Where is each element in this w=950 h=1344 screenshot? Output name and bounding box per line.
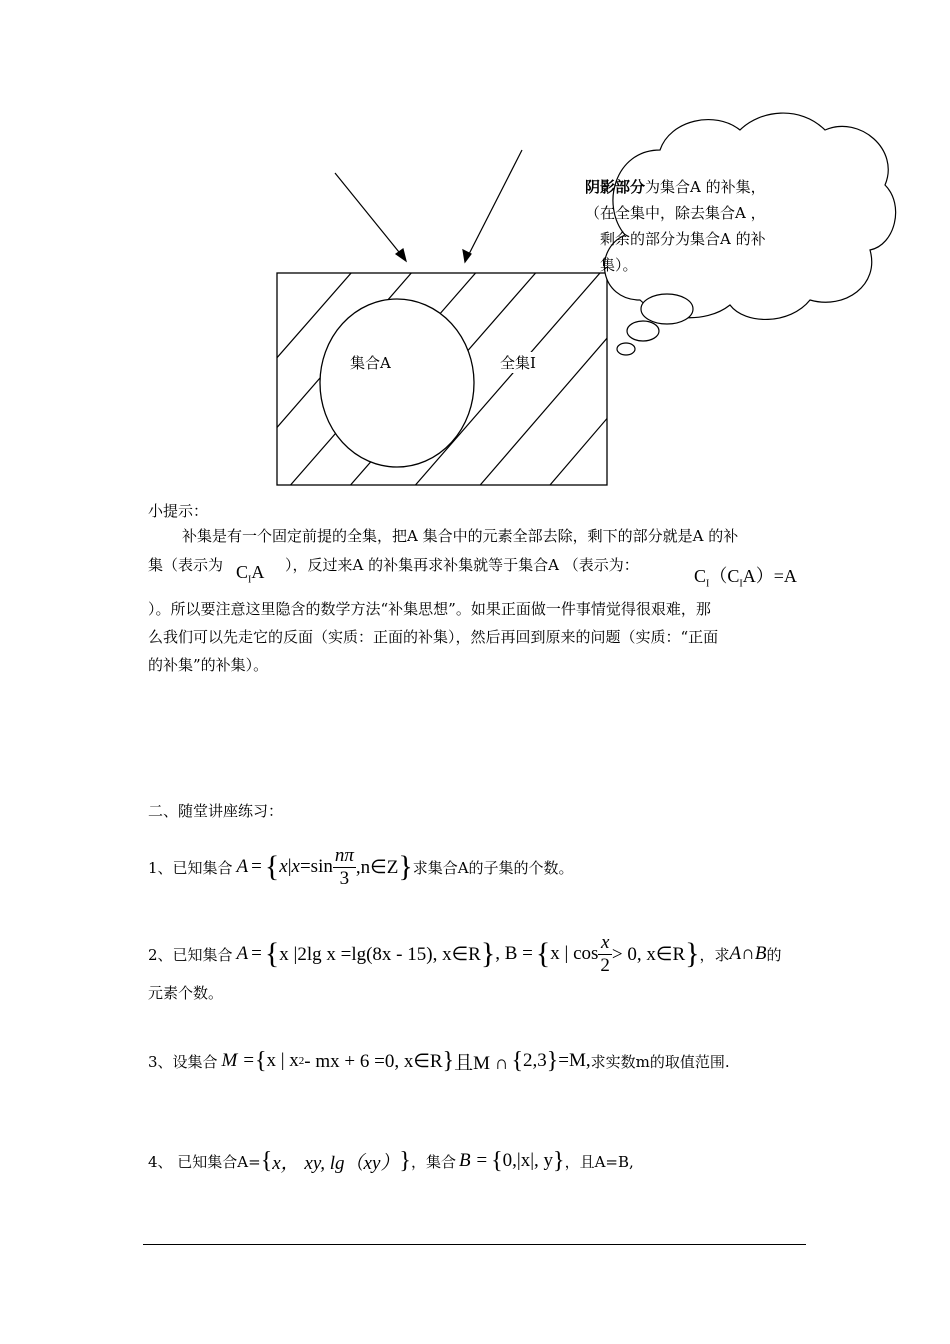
q1-prefix: 1、已知集合 (148, 858, 233, 877)
arrow-right (463, 150, 522, 262)
hint-line-5: 的补集”的补集）。 (148, 656, 269, 674)
cloud-line-1-text: 为集合A 的补集， (645, 178, 766, 196)
set-a-circle (320, 299, 474, 467)
q3-brace-1-right: } (442, 1047, 455, 1074)
q3-tail: =M, (558, 1050, 591, 1071)
q2-fraction (598, 932, 612, 977)
q1-tail: ,n∈Z (355, 856, 399, 878)
q2-suffix: 的 (766, 945, 782, 964)
q1-x2: x (291, 856, 300, 877)
q3-brace-1-left: { (254, 1047, 267, 1074)
q2-den: 2 (600, 954, 610, 976)
q1-var-a: A (236, 856, 249, 877)
notation-a: A (251, 562, 265, 582)
cloud-line-4: 集）。 (600, 256, 638, 274)
notation2-tail: A）=A (742, 566, 797, 586)
q3-set: 2,3 (523, 1050, 547, 1071)
venn-diagram (0, 0, 950, 500)
q1-bar: | (287, 856, 292, 877)
q3-suffix: 求实数m的取值范围. (590, 1052, 730, 1071)
q2-prefix: 2、已知集合 (148, 945, 233, 964)
q2-body-1: x |2lg x =lg(8x - 15), x∈R (279, 943, 481, 965)
bubble-mid (627, 321, 659, 341)
question-3 (148, 1044, 730, 1078)
question-2 (148, 930, 782, 978)
cloud-line-3: 剩余的部分为集合A 的补 (600, 230, 766, 248)
cloud-line-2: （在全集中，除去集合A ， (585, 204, 766, 222)
notation-sub: I (248, 574, 252, 586)
q2-b-eq: , B = (495, 943, 533, 964)
q3-inner-2: - mx + 6 =0, x∈R (304, 1050, 443, 1072)
q2-num: x (598, 932, 612, 955)
section-title: 二、随堂讲座练习： (148, 802, 284, 820)
bubble-small (617, 343, 635, 355)
q1-suffix: 求集合A的子集的个数。 (412, 858, 574, 877)
q1-sin: =sin (299, 856, 333, 877)
hatch-lines (240, 240, 640, 500)
notation2-c: C (694, 566, 707, 586)
hint-line-2b: ），反过来A 的补集再求补集就等于集合A （表示为： (285, 556, 639, 574)
q2-brace-1-right: } (480, 937, 496, 970)
shadow-part-label: 阴影部分 (585, 178, 646, 196)
q3-brace-2-right: } (546, 1047, 559, 1074)
q1-num: nπ (334, 844, 354, 866)
question-4 (148, 1144, 634, 1178)
q2-line-2: 元素个数。 (148, 984, 224, 1002)
q3-prefix: 3、设集合 (148, 1052, 218, 1071)
q1-x1: x (279, 856, 288, 877)
q2-var-a: A (236, 943, 249, 964)
q4-brace-1-right: } (399, 1147, 411, 1174)
q2-eq: = (251, 943, 262, 964)
universe-label: 全集I (500, 354, 536, 372)
q4-mid: ，集合 (410, 1152, 456, 1171)
bubble-large (641, 294, 693, 324)
notation-double-complement (694, 562, 797, 590)
q4-set-1: x， xy, lg（xy） (272, 1152, 400, 1174)
question-1 (148, 842, 574, 892)
q2-mid: ，求 (699, 945, 730, 964)
q4-prefix: 4、 已知集合A= (148, 1152, 261, 1171)
q4-brace-2-right: } (553, 1147, 565, 1174)
q1-brace-left: { (264, 850, 280, 883)
hint-line-3: ）。所以要注意这里隐含的数学方法“补集思想”。如果正面做一件事情觉得很艰难，那 (148, 600, 711, 618)
q1-den: 3 (339, 867, 350, 889)
notation2-mid: （C (709, 566, 740, 586)
notation2-sub2: I (739, 578, 743, 590)
q2-body-2b: > 0, x∈R (611, 943, 686, 965)
q4-brace-2-left: { (491, 1147, 503, 1174)
notation2-sub: I (706, 578, 710, 590)
q2-body-2a: x | cos (550, 943, 599, 964)
q4-set-2: 0,|x|, y (502, 1150, 554, 1171)
q3-brace-2-left: { (511, 1047, 523, 1074)
q4-suffix: ，且A=B, (564, 1152, 634, 1171)
footer-divider (143, 1244, 806, 1245)
q3-mid: 且M ∩ (454, 1052, 509, 1074)
q1-fraction (333, 845, 356, 890)
q2-brace-2-left: { (535, 937, 551, 970)
arrow-left (335, 173, 406, 261)
q3-sup: 2 (298, 1055, 305, 1067)
q2-brace-2-right: } (685, 937, 700, 970)
q2-brace-1-left: { (264, 937, 280, 970)
universe-rect (277, 273, 607, 485)
hint-title: 小提示： (148, 502, 209, 520)
hint-line-2a: 集（表示为 (148, 556, 224, 574)
q1-brace-right: } (398, 850, 413, 883)
notation-c: C (236, 562, 249, 582)
cloud-line-1 (585, 174, 766, 200)
q3-m-eq: M = (221, 1050, 255, 1071)
set-a-label: 集合A (350, 354, 391, 372)
q4-b-eq: B = (458, 1150, 489, 1171)
q2-intersection: A∩B (729, 943, 767, 964)
q3-inner: x | x (266, 1050, 299, 1071)
q4-brace-1-left: { (260, 1147, 273, 1174)
q1-eq: = (251, 856, 262, 877)
notation-complement (236, 562, 264, 586)
hint-line-4: 么我们可以先走它的反面（实质：正面的补集），然后再回到原来的问题（实质：“正面 (148, 628, 719, 646)
hint-line-1: 补集是有一个固定前提的全集，把A 集合中的元素全部去除，剩下的部分就是A 的补 (182, 527, 739, 545)
